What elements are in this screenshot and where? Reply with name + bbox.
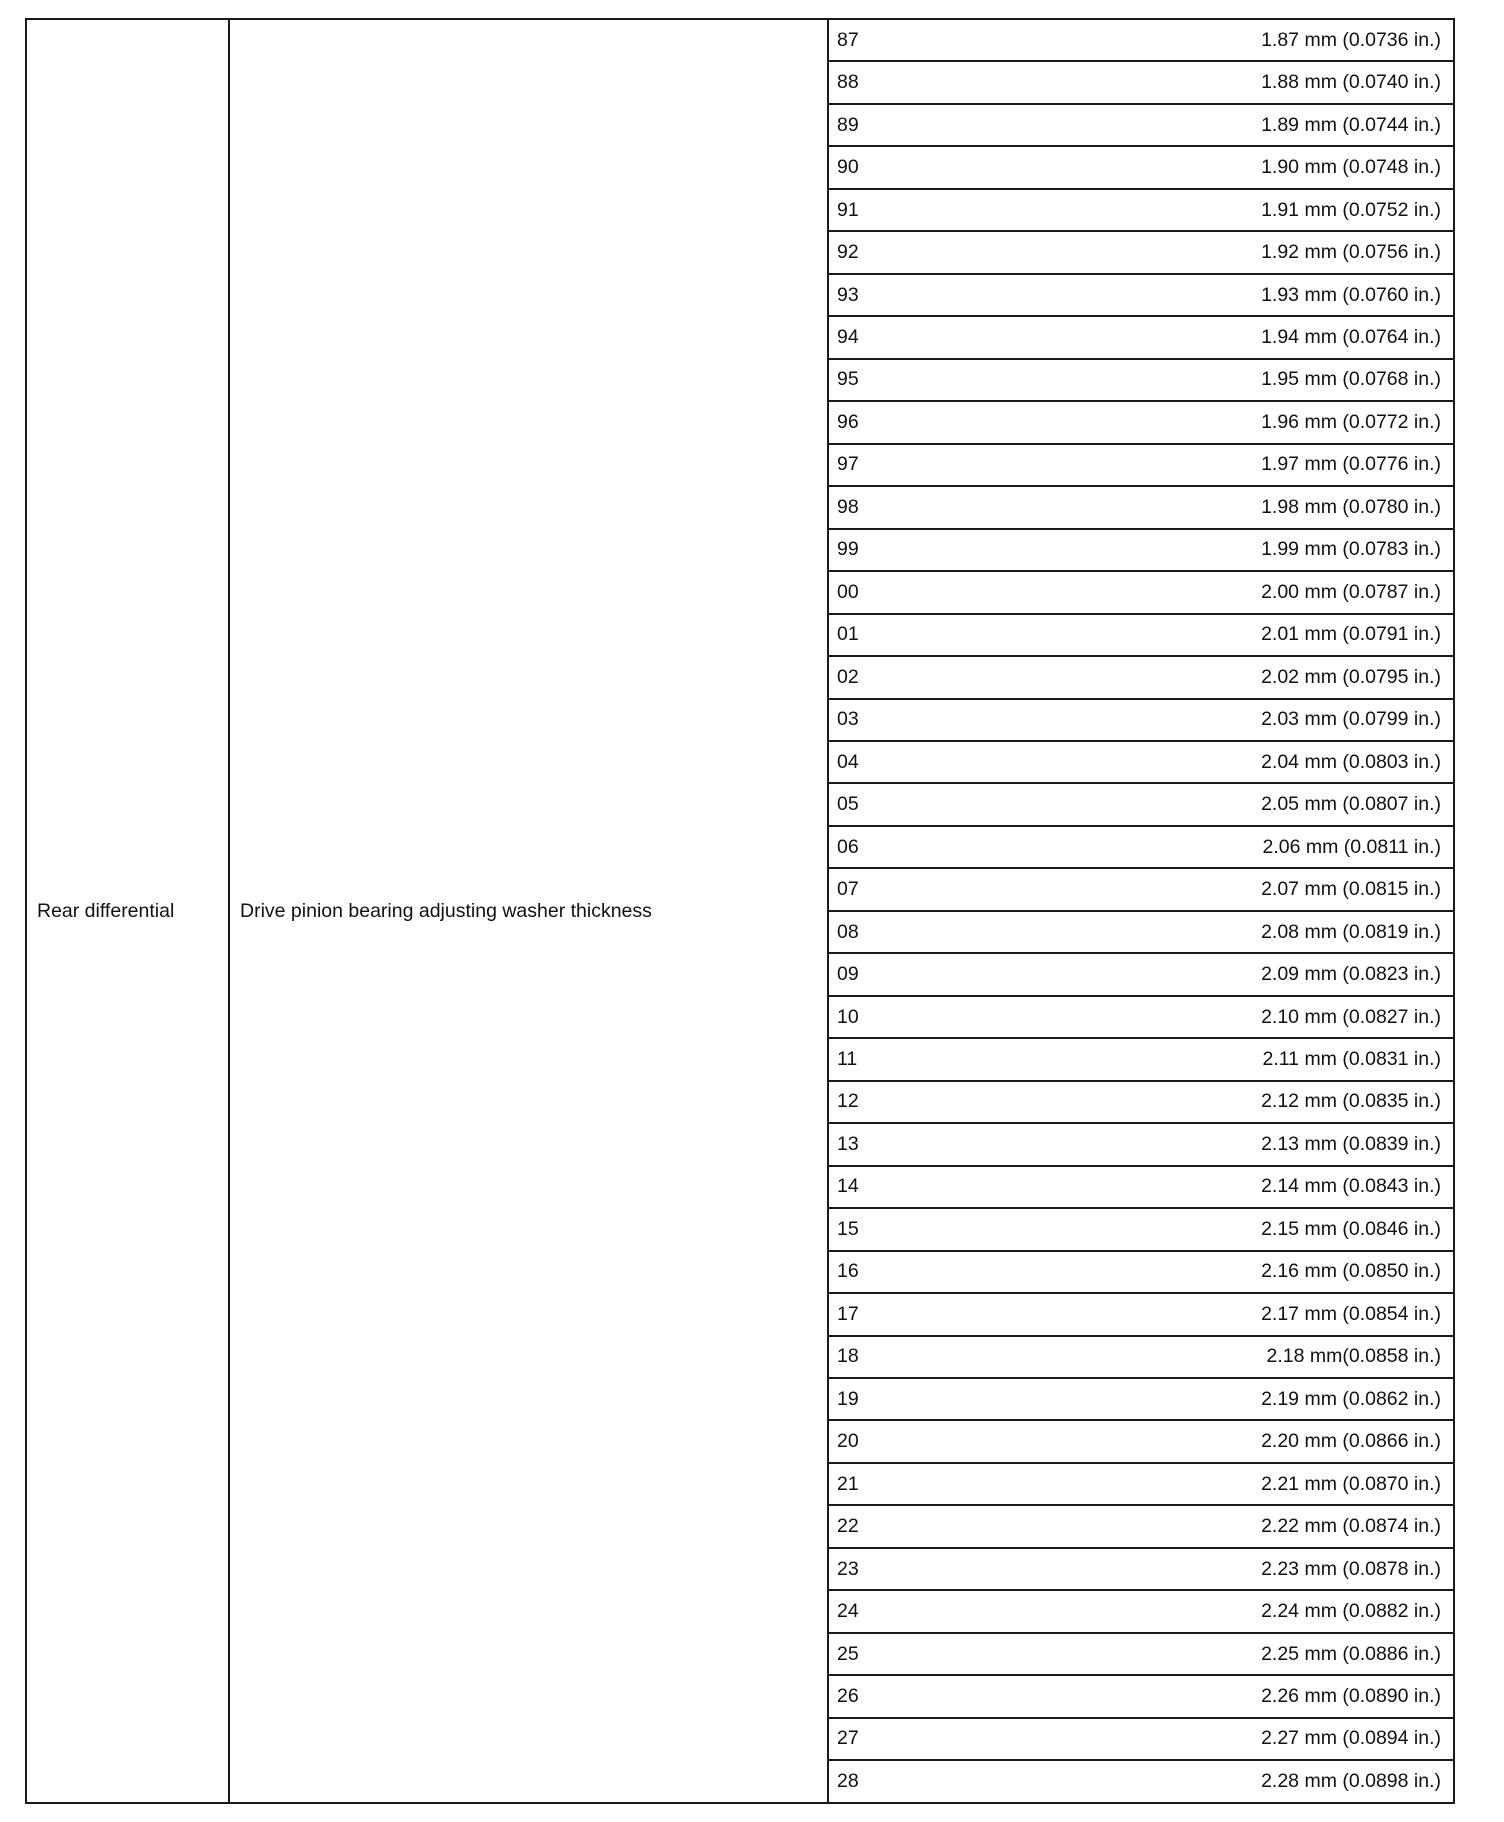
table-row — [829, 485, 1455, 527]
table-row — [829, 1335, 1455, 1377]
washer-thickness: 2.24 mm (0.0882 in.) — [1261, 1600, 1441, 1623]
washer-thickness: 1.99 mm (0.0783 in.) — [1261, 538, 1441, 561]
washer-mark: 25 — [837, 1642, 859, 1665]
table-row — [829, 1589, 1455, 1631]
table-row — [829, 1250, 1455, 1292]
table-row — [829, 443, 1455, 485]
washer-thickness: 2.25 mm (0.0886 in.) — [1261, 1642, 1441, 1665]
washer-mark: 98 — [837, 495, 859, 518]
washer-thickness: 2.22 mm (0.0874 in.) — [1261, 1515, 1441, 1538]
table-row — [829, 1037, 1455, 1079]
washer-mark: 14 — [837, 1175, 859, 1198]
washer-thickness: 1.87 mm (0.0736 in.) — [1261, 28, 1441, 51]
table-row — [829, 230, 1455, 272]
washer-mark: 21 — [837, 1472, 859, 1495]
table-row — [829, 315, 1455, 357]
washer-mark: 23 — [837, 1557, 859, 1580]
washer-thickness: 1.95 mm (0.0768 in.) — [1261, 368, 1441, 391]
table-row — [829, 20, 1455, 60]
table-row — [829, 1377, 1455, 1419]
washer-mark: 04 — [837, 750, 859, 773]
washer-thickness: 2.00 mm (0.0787 in.) — [1261, 580, 1441, 603]
washer-thickness: 2.16 mm (0.0850 in.) — [1261, 1260, 1441, 1283]
washer-thickness: 2.08 mm (0.0819 in.) — [1261, 920, 1441, 943]
washer-thickness: 2.12 mm (0.0835 in.) — [1261, 1090, 1441, 1113]
table-row — [829, 740, 1455, 782]
washer-thickness: 2.09 mm (0.0823 in.) — [1261, 963, 1441, 986]
washer-mark: 89 — [837, 113, 859, 136]
washer-mark: 09 — [837, 963, 859, 986]
washer-mark: 11 — [837, 1047, 858, 1070]
washer-mark: 13 — [837, 1132, 859, 1155]
washer-thickness: 2.04 mm (0.0803 in.) — [1261, 750, 1441, 773]
component-label: Rear differential — [37, 899, 175, 922]
washer-mark: 17 — [837, 1302, 859, 1325]
washer-mark: 08 — [837, 920, 859, 943]
table-row — [829, 825, 1455, 867]
washer-mark: 12 — [837, 1090, 859, 1113]
washer-mark: 90 — [837, 156, 859, 179]
table-row — [829, 1632, 1455, 1674]
washer-thickness: 2.07 mm (0.0815 in.) — [1261, 878, 1441, 901]
washer-thickness: 2.26 mm (0.0890 in.) — [1261, 1685, 1441, 1708]
washer-thickness: 2.27 mm (0.0894 in.) — [1261, 1727, 1441, 1750]
washer-thickness: 1.88 mm (0.0740 in.) — [1261, 71, 1441, 94]
washer-mark: 00 — [837, 580, 859, 603]
washer-thickness: 1.89 mm (0.0744 in.) — [1261, 113, 1441, 136]
washer-mark: 91 — [837, 198, 859, 221]
table-row — [829, 698, 1455, 740]
washer-thickness: 2.02 mm (0.0795 in.) — [1261, 665, 1441, 688]
table-row — [829, 1462, 1455, 1504]
table-row — [829, 570, 1455, 612]
washer-mark: 10 — [837, 1005, 859, 1028]
table-row — [829, 1165, 1455, 1207]
washer-thickness: 2.11 mm (0.0831 in.) — [1262, 1047, 1441, 1070]
washer-mark: 16 — [837, 1260, 859, 1283]
table-row — [829, 1717, 1455, 1759]
washer-thickness: 2.21 mm (0.0870 in.) — [1261, 1472, 1441, 1495]
washer-mark: 88 — [837, 71, 859, 94]
table-row — [829, 1504, 1455, 1546]
washer-thickness: 2.17 mm (0.0854 in.) — [1261, 1302, 1441, 1325]
washer-thickness: 2.18 mm(0.0858 in.) — [1266, 1345, 1441, 1368]
table-row — [829, 273, 1455, 315]
table-row — [829, 400, 1455, 442]
washer-thickness: 2.06 mm (0.0811 in.) — [1262, 835, 1441, 858]
washer-mark: 07 — [837, 878, 859, 901]
washer-mark: 05 — [837, 793, 859, 816]
table-row — [829, 358, 1455, 400]
washer-thickness: 2.10 mm (0.0827 in.) — [1261, 1005, 1441, 1028]
table-row — [829, 1292, 1455, 1334]
table-row — [829, 1122, 1455, 1164]
table-row — [829, 1759, 1455, 1801]
washer-thickness: 1.93 mm (0.0760 in.) — [1261, 283, 1441, 306]
washer-thickness: 2.23 mm (0.0878 in.) — [1261, 1557, 1441, 1580]
washer-mark: 27 — [837, 1727, 859, 1750]
table-row — [829, 1080, 1455, 1122]
washer-mark: 15 — [837, 1217, 859, 1240]
washer-mark: 03 — [837, 708, 859, 731]
table-row — [829, 188, 1455, 230]
washer-mark: 95 — [837, 368, 859, 391]
washer-mark: 96 — [837, 410, 859, 433]
washer-mark: 22 — [837, 1515, 859, 1538]
table-row — [829, 60, 1455, 102]
table-row — [829, 1207, 1455, 1249]
table-row — [829, 103, 1455, 145]
washer-mark: 99 — [837, 538, 859, 561]
washer-mark: 18 — [837, 1345, 859, 1368]
washer-mark: 19 — [837, 1387, 859, 1410]
washer-thickness: 1.94 mm (0.0764 in.) — [1261, 326, 1441, 349]
table-row — [829, 1547, 1455, 1589]
washer-thickness: 2.28 mm (0.0898 in.) — [1261, 1769, 1441, 1792]
washer-mark: 06 — [837, 835, 859, 858]
washer-mark: 92 — [837, 241, 859, 264]
washer-mark: 26 — [837, 1685, 859, 1708]
component-cell — [27, 20, 230, 1802]
washer-mark: 93 — [837, 283, 859, 306]
washer-thickness: 2.05 mm (0.0807 in.) — [1261, 793, 1441, 816]
washer-mark: 01 — [837, 623, 859, 646]
washer-mark: 87 — [837, 28, 859, 51]
washer-mark: 02 — [837, 665, 859, 688]
table-row — [829, 145, 1455, 187]
table-row — [829, 952, 1455, 994]
washer-thickness: 1.91 mm (0.0752 in.) — [1261, 198, 1441, 221]
washer-thickness: 1.90 mm (0.0748 in.) — [1261, 156, 1441, 179]
thickness-rows — [829, 20, 1455, 1802]
table-row — [829, 613, 1455, 655]
washer-thickness: 2.14 mm (0.0843 in.) — [1261, 1175, 1441, 1198]
washer-mark: 97 — [837, 453, 859, 476]
item-cell — [230, 20, 829, 1802]
table-row — [829, 1419, 1455, 1461]
table-row — [829, 782, 1455, 824]
washer-thickness: 1.97 mm (0.0776 in.) — [1261, 453, 1441, 476]
item-label: Drive pinion bearing adjusting washer thickness — [240, 899, 652, 922]
washer-mark: 28 — [837, 1769, 859, 1792]
washer-thickness: 1.98 mm (0.0780 in.) — [1261, 495, 1441, 518]
washer-thickness: 1.96 mm (0.0772 in.) — [1261, 410, 1441, 433]
table-row — [829, 655, 1455, 697]
table-row — [829, 995, 1455, 1037]
table-row — [829, 528, 1455, 570]
washer-thickness: 2.19 mm (0.0862 in.) — [1261, 1387, 1441, 1410]
table-row — [829, 1674, 1455, 1716]
table-row — [829, 867, 1455, 909]
washer-thickness: 2.15 mm (0.0846 in.) — [1261, 1217, 1441, 1240]
washer-thickness: 2.01 mm (0.0791 in.) — [1261, 623, 1441, 646]
table-row — [829, 910, 1455, 952]
washer-thickness: 1.92 mm (0.0756 in.) — [1261, 241, 1441, 264]
washer-thickness: 2.03 mm (0.0799 in.) — [1261, 708, 1441, 731]
washer-thickness: 2.13 mm (0.0839 in.) — [1261, 1132, 1441, 1155]
washer-mark: 94 — [837, 326, 859, 349]
spec-table — [25, 18, 1455, 1804]
washer-mark: 24 — [837, 1600, 859, 1623]
washer-thickness: 2.20 mm (0.0866 in.) — [1261, 1430, 1441, 1453]
washer-mark: 20 — [837, 1430, 859, 1453]
